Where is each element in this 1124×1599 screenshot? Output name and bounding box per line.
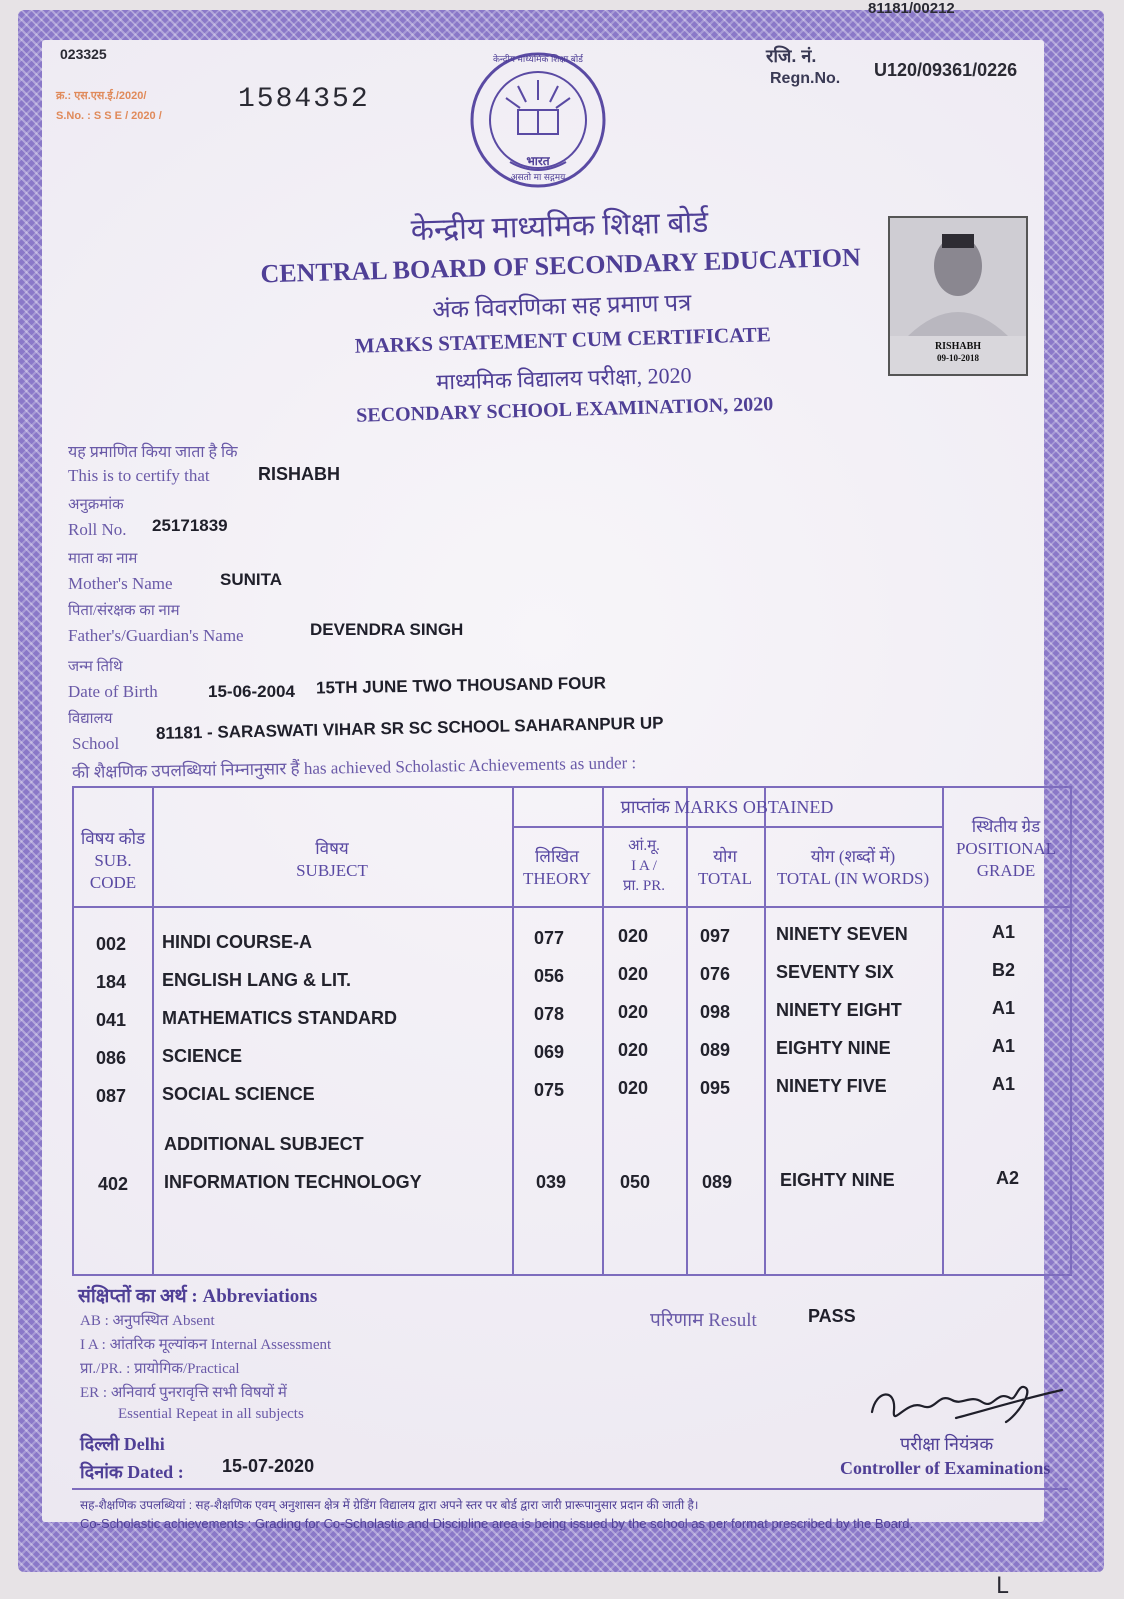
certify-english: This is to certify that: [68, 466, 210, 485]
corner-mark: L: [996, 1574, 1009, 1599]
seal-text-top: केन्द्रीय माध्यमिक शिक्षा बोर्ड: [493, 54, 583, 64]
row-ia: 020: [618, 1078, 649, 1098]
header-subject: विषय SUBJECT: [296, 839, 368, 880]
row-subject: INFORMATION TECHNOLOGY: [164, 1172, 422, 1192]
photo-caption-date: 09-10-2018: [937, 353, 979, 363]
row-subject: HINDI COURSE-A: [162, 932, 313, 952]
exam-hindi: माध्यमिक विद्यालय परीक्षा, 2020: [435, 362, 692, 395]
sno-number: 1584352: [238, 84, 370, 115]
serial-023325: 023325: [60, 46, 107, 62]
certify-hindi: यह प्रमाणित किया जाता है कि: [68, 444, 238, 461]
row-grade: A1: [992, 1036, 1016, 1056]
row-subject: SCIENCE: [162, 1046, 243, 1066]
abbreviations-title: संक्षिप्तों का अर्थ : Abbreviations: [78, 1286, 318, 1307]
row-theory: 039: [536, 1172, 567, 1192]
additional-subject-heading: ADDITIONAL SUBJECT: [164, 1134, 364, 1154]
row-grade: A1: [992, 922, 1016, 942]
sno-english: S.No. : S S E / 2020 /: [56, 110, 162, 122]
row-theory: 075: [534, 1080, 565, 1100]
abbr-ia: I A : आंतरिक मूल्यांकन Internal Assessment: [80, 1337, 332, 1353]
row-ia: 020: [618, 964, 649, 984]
title-english: CENTRAL BOARD OF SECONDARY EDUCATION: [260, 242, 862, 289]
sno-hindi: क्र.: एस.एस.ई./2020/: [56, 90, 147, 102]
footer-hindi: सह-शैक्षणिक उपलब्धियां : सह-शैक्षणिक एवम् अनुशासन क्षेत्र में ग्रेडिंग विद्यालय द्वारा अपने स्तर पर बोर्ड द्वारा जारी प्रारूपानुसार प्रदान की जाती है।: [80, 1498, 699, 1512]
cbse-seal-logo: [468, 50, 608, 190]
regn-hindi: रजि. नं.: [766, 46, 817, 66]
marks-table: [72, 786, 1072, 1276]
top-right-serial: 81181/00212: [868, 0, 955, 17]
school-label: School: [72, 734, 120, 753]
row-grade: A1: [992, 1074, 1016, 1094]
footer-english: Co-Scholastic achievements : Grading for Co-Scholastic and Discipline area is being issued by the school as per format prescribed by the Board.: [80, 1516, 914, 1531]
place-label: दिल्ली Delhi: [80, 1434, 165, 1454]
row-grade: A1: [992, 998, 1016, 1018]
row-code: 041: [96, 1010, 127, 1030]
row-total: 089: [700, 1040, 731, 1060]
dob-hindi: जन्म तिथि: [68, 659, 123, 675]
roll-label: Roll No.: [68, 520, 127, 539]
dated-value: 15-07-2020: [222, 1456, 315, 1476]
row-total: 098: [700, 1002, 731, 1022]
mother-hindi: माता का नाम: [68, 551, 138, 567]
abbr-er: ER : अनिवार्य पुनरावृत्ति सभी विषयों में: [80, 1385, 287, 1401]
row-code: 184: [96, 972, 127, 992]
row-words: SEVENTY SIX: [776, 962, 894, 982]
controller-signature: [866, 1370, 1066, 1440]
result-label: परिणाम Result: [650, 1310, 757, 1331]
dob-label: Date of Birth: [68, 682, 158, 701]
abbr-pr: प्रा./PR. : प्रायोगिक/Practical: [80, 1361, 240, 1377]
row-grade: A2: [996, 1168, 1020, 1188]
result-value: PASS: [808, 1306, 856, 1326]
subtitle-hindi: अंक विवरणिका सह प्रमाण पत्र: [431, 290, 692, 324]
regn-value: U120/09361/0226: [874, 60, 1018, 80]
row-total: 097: [700, 926, 731, 946]
row-words: NINETY FIVE: [776, 1076, 887, 1096]
row-code: 087: [96, 1086, 127, 1106]
school-hindi: विद्यालय: [68, 711, 113, 727]
row-total: 076: [700, 964, 731, 984]
header-grade: स्थितीय ग्रेड POSITIONAL GRADE: [955, 817, 1057, 880]
dob-value: 15-06-2004: [208, 682, 295, 701]
row-code: 402: [98, 1174, 129, 1194]
controller-hindi: परीक्षा नियंत्रक: [900, 1434, 994, 1454]
subtitle-english: MARKS STATEMENT CUM CERTIFICATE: [354, 322, 772, 358]
row-code: 002: [96, 934, 127, 954]
regn-label: Regn.No.: [770, 70, 841, 87]
row-theory: 078: [534, 1004, 565, 1024]
row-theory: 069: [534, 1042, 565, 1062]
abbr-er-english: Essential Repeat in all subjects: [118, 1406, 304, 1422]
header-total: योग TOTAL: [697, 847, 753, 888]
student-photo: [888, 216, 1028, 376]
header-code: विषय कोड SUB. CODE: [80, 829, 146, 892]
row-grade: B2: [992, 960, 1016, 980]
mother-value: SUNITA: [220, 570, 283, 589]
mother-label: Mother's Name: [68, 574, 173, 593]
row-words: EIGHTY NINE: [780, 1170, 895, 1190]
row-words: NINETY SEVEN: [776, 924, 908, 944]
row-theory: 077: [534, 928, 565, 948]
row-ia: 020: [618, 926, 649, 946]
row-theory: 056: [534, 966, 565, 986]
controller-english: Controller of Examinations: [840, 1458, 1051, 1478]
row-ia: 020: [618, 1040, 649, 1060]
dob-words: 15TH JUNE TWO THOUSAND FOUR: [315, 673, 607, 698]
roll-hindi: अनुक्रमांक: [68, 497, 124, 513]
father-hindi: पिता/संरक्षक का नाम: [68, 603, 180, 619]
achieved-line: की शैक्षणिक उपलब्धियां निम्नानुसार हैं has achieved Scholastic Achievements as under :: [71, 753, 637, 782]
row-total: 089: [702, 1172, 733, 1192]
header-marks-obtained: प्राप्तांक MARKS OBTAINED: [620, 797, 834, 817]
father-label: Father's/Guardian's Name: [68, 626, 244, 645]
seal-text-mid: भारत: [526, 154, 550, 168]
title-hindi: केन्द्रीय माध्यमिक शिक्षा बोर्ड: [410, 205, 709, 248]
seal-text-bottom: असतो मा सद्गमय: [510, 172, 566, 182]
row-words: NINETY EIGHT: [776, 1000, 902, 1020]
dated-label: दिनांक Dated :: [80, 1462, 184, 1482]
row-code: 086: [96, 1048, 127, 1068]
photo-caption-name: RISHABH: [934, 341, 982, 352]
school-value: 81181 - SARASWATI VIHAR SR SC SCHOOL SAHARANPUR UP: [155, 713, 664, 743]
row-subject: MATHEMATICS STANDARD: [162, 1008, 397, 1028]
header-ia-pr: आं.मू. I A / प्रा. PR.: [622, 838, 666, 894]
row-total: 095: [700, 1078, 731, 1098]
row-words: EIGHTY NINE: [776, 1038, 891, 1058]
header-theory: लिखित THEORY: [523, 847, 591, 888]
footer-divider: [72, 1488, 1068, 1490]
row-subject: ENGLISH LANG & LIT.: [162, 970, 351, 990]
header-total-words: योग (शब्दों में) TOTAL (IN WORDS): [776, 847, 930, 888]
row-subject: SOCIAL SCIENCE: [162, 1084, 315, 1104]
roll-value: 25171839: [152, 516, 228, 535]
father-value: DEVENDRA SINGH: [310, 620, 464, 639]
exam-english: SECONDARY SCHOOL EXAMINATION, 2020: [355, 393, 774, 427]
row-ia: 020: [618, 1002, 649, 1022]
student-name: RISHABH: [258, 464, 341, 484]
abbr-ab: AB : अनुपस्थित Absent: [80, 1313, 215, 1329]
row-ia: 050: [620, 1172, 651, 1192]
